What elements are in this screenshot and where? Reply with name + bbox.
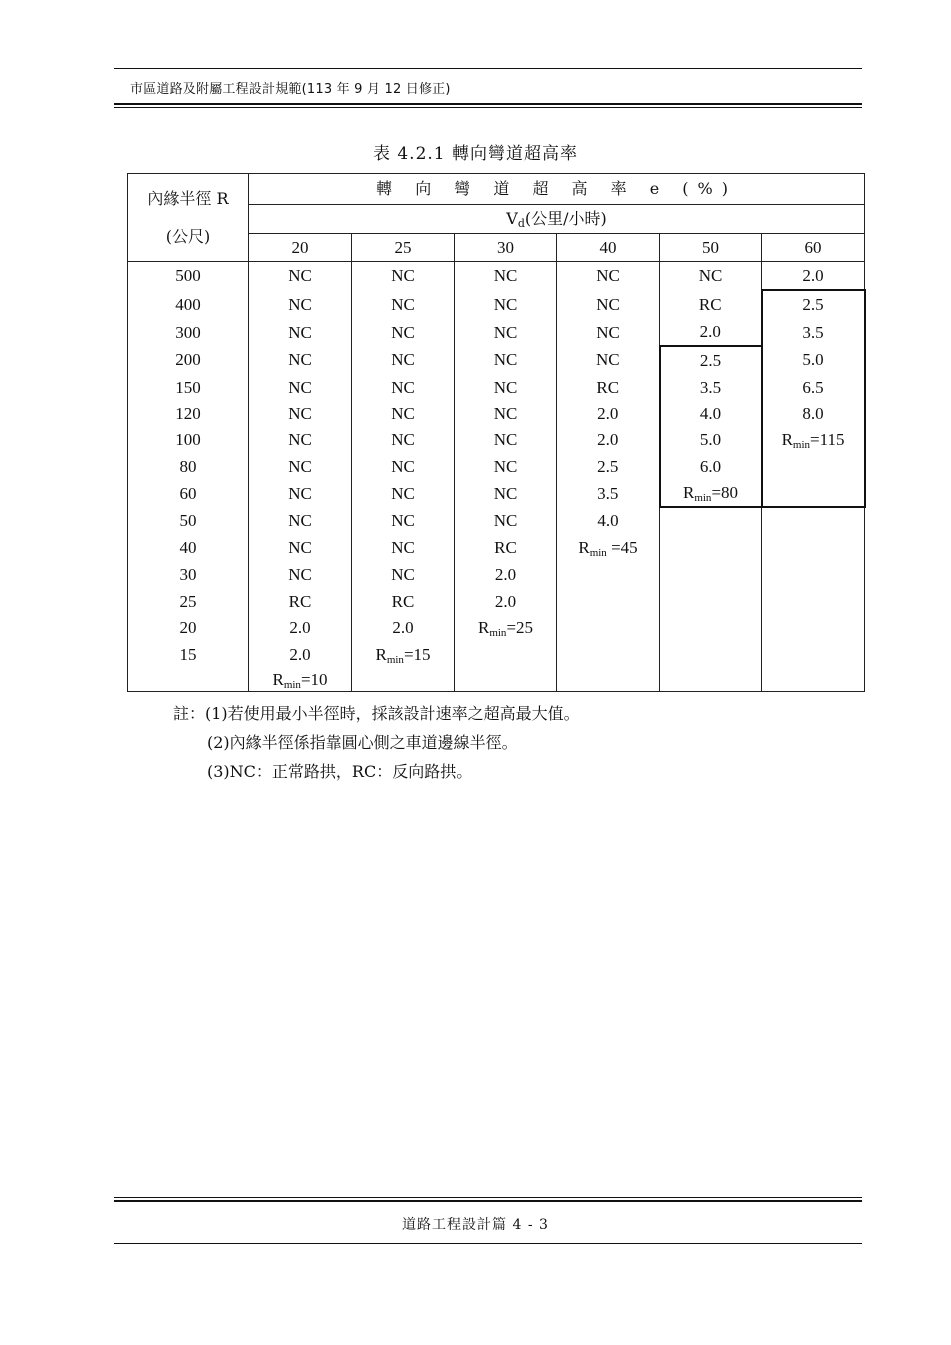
superelevation-cell: 3.5 xyxy=(660,374,762,401)
superelevation-cell: NC xyxy=(557,319,660,346)
rmin-subscript: min xyxy=(489,627,507,639)
rmin-subscript: min xyxy=(694,492,712,504)
superelevation-cell: NC xyxy=(249,507,352,535)
rmin-symbol: R xyxy=(781,430,793,449)
superelevation-cell xyxy=(762,427,865,453)
table-row xyxy=(128,319,865,346)
header-rule xyxy=(114,68,862,69)
superelevation-cell xyxy=(762,453,865,480)
rmin-symbol: R xyxy=(578,538,590,557)
superelevation-cell xyxy=(660,615,762,641)
superelevation-cell xyxy=(762,641,865,668)
table-row xyxy=(128,615,865,641)
superelevation-cell: NC xyxy=(352,507,455,535)
radius-cell: 60 xyxy=(128,480,249,507)
superelevation-cell: 6.5 xyxy=(762,374,865,401)
page-header-title: 市區道路及附屬工程設計規範(113 年 9 月 12 日修正) xyxy=(130,82,451,97)
superelevation-cell: 2.0 xyxy=(455,561,557,588)
superelevation-cell xyxy=(455,668,557,692)
superelevation-cell xyxy=(660,588,762,615)
table-row xyxy=(128,535,865,561)
superelevation-cell: 2.0 xyxy=(455,588,557,615)
superelevation-cell: NC xyxy=(249,346,352,374)
note-1: 註：(1)若使用最小半徑時，採該設計速率之超高最大值。 xyxy=(173,704,580,723)
superelevation-cell: 2.5 xyxy=(762,290,865,319)
footer-double-rule-thick xyxy=(114,1200,862,1202)
rmin-symbol: R xyxy=(375,644,387,664)
superelevation-cell xyxy=(352,668,455,692)
superelevation-cell xyxy=(557,641,660,668)
table-row xyxy=(128,401,865,427)
superelevation-cell xyxy=(762,507,865,535)
header-double-rule-thick xyxy=(114,103,862,105)
note-2: (2)內緣半徑係指靠圓心側之車道邊線半徑。 xyxy=(207,733,518,752)
superelevation-cell: NC xyxy=(352,374,455,401)
table-row xyxy=(128,346,865,374)
radius-cell: 25 xyxy=(128,588,249,615)
superelevation-cell xyxy=(762,480,865,507)
superelevation-cell: 2.0 xyxy=(660,319,762,346)
superelevation-cell: RC xyxy=(249,588,352,615)
rmin-symbol: R xyxy=(272,669,284,689)
superelevation-cell xyxy=(249,668,352,692)
header-double-rule-thin xyxy=(114,107,862,108)
radius-cell: 200 xyxy=(128,346,249,374)
superelevation-cell: NC xyxy=(455,480,557,507)
rmin-symbol: R xyxy=(477,618,490,637)
superelevation-cell: NC xyxy=(352,346,455,374)
superelevation-cell: NC xyxy=(249,561,352,588)
superelevation-cell xyxy=(455,615,557,641)
superelevation-group-header: 轉 向 彎 道 超 高 率 e (%) xyxy=(249,174,865,205)
superelevation-cell xyxy=(660,480,762,507)
superelevation-cell: NC xyxy=(249,427,352,453)
superelevation-cell xyxy=(762,668,865,692)
superelevation-cell: 4.0 xyxy=(660,401,762,427)
superelevation-cell: NC xyxy=(455,346,557,374)
table-row xyxy=(128,480,865,507)
superelevation-cell: NC xyxy=(455,319,557,346)
superelevation-cell: NC xyxy=(249,262,352,290)
superelevation-table xyxy=(127,173,866,692)
superelevation-cell: NC xyxy=(249,535,352,561)
speed-column-header: 30 xyxy=(455,234,557,262)
superelevation-cell: 2.0 xyxy=(352,615,455,641)
superelevation-cell: 2.0 xyxy=(249,615,352,641)
radius-cell: 50 xyxy=(128,507,249,535)
superelevation-cell xyxy=(762,588,865,615)
superelevation-cell: NC xyxy=(660,262,762,290)
superelevation-cell xyxy=(660,535,762,561)
superelevation-cell: 5.0 xyxy=(660,427,762,453)
superelevation-cell xyxy=(660,641,762,668)
superelevation-cell: 3.5 xyxy=(762,319,865,346)
superelevation-cell: NC xyxy=(455,290,557,319)
superelevation-cell: NC xyxy=(352,535,455,561)
speed-column-header: 20 xyxy=(249,234,352,262)
rmin-value: =25 xyxy=(506,618,534,637)
superelevation-cell: NC xyxy=(249,290,352,319)
design-speed-symbol: V xyxy=(506,209,518,228)
table-row xyxy=(128,262,865,290)
superelevation-cell xyxy=(557,561,660,588)
superelevation-cell: NC xyxy=(557,262,660,290)
superelevation-cell: NC xyxy=(557,346,660,374)
superelevation-cell: NC xyxy=(455,401,557,427)
superelevation-cell: 2.0 xyxy=(762,262,865,290)
radius-cell: 20 xyxy=(128,615,249,641)
table-title: 表 4.2.1 轉向彎道超高率 xyxy=(372,144,579,164)
superelevation-cell: NC xyxy=(352,290,455,319)
table-row xyxy=(128,561,865,588)
table-row xyxy=(128,427,865,453)
superelevation-cell: RC xyxy=(660,290,762,319)
superelevation-cell: 2.0 xyxy=(557,401,660,427)
superelevation-cell: 6.0 xyxy=(660,453,762,480)
table-row xyxy=(128,507,865,535)
superelevation-cell xyxy=(762,615,865,641)
radius-cell: 150 xyxy=(128,374,249,401)
superelevation-cell xyxy=(352,641,455,668)
table-row xyxy=(128,668,865,692)
superelevation-cell: NC xyxy=(249,453,352,480)
speed-column-header: 25 xyxy=(352,234,455,262)
radius-cell: 100 xyxy=(128,427,249,453)
rmin-symbol: R xyxy=(682,483,695,502)
superelevation-cell xyxy=(455,641,557,668)
speed-column-header: 50 xyxy=(660,234,762,262)
superelevation-cell: NC xyxy=(455,374,557,401)
rmin-value: =15 xyxy=(403,644,431,664)
table-row xyxy=(128,588,865,615)
table-row xyxy=(128,641,865,668)
superelevation-cell: NC xyxy=(249,401,352,427)
footer-double-rule-thin xyxy=(114,1197,862,1198)
superelevation-cell: NC xyxy=(455,507,557,535)
rmin-value: =80 xyxy=(711,483,739,502)
superelevation-cell: NC xyxy=(352,453,455,480)
radius-cell: 300 xyxy=(128,319,249,346)
radius-cell: 120 xyxy=(128,401,249,427)
page-footer: 道路工程設計篇 4 - 3 xyxy=(402,1217,549,1233)
superelevation-cell xyxy=(660,507,762,535)
radius-header-label: 內緣半徑 R xyxy=(147,188,229,208)
superelevation-cell: 2.0 xyxy=(249,641,352,668)
design-speed-subscript: d xyxy=(517,217,525,230)
radius-cell: 15 xyxy=(128,641,249,668)
superelevation-cell: 8.0 xyxy=(762,401,865,427)
superelevation-cell: NC xyxy=(455,453,557,480)
superelevation-cell: 2.0 xyxy=(557,427,660,453)
rmin-value: =10 xyxy=(300,669,328,689)
speed-column-header: 40 xyxy=(557,234,660,262)
radius-header xyxy=(128,174,249,262)
table-row xyxy=(128,290,865,319)
superelevation-cell: NC xyxy=(352,561,455,588)
superelevation-cell xyxy=(557,588,660,615)
superelevation-cell: NC xyxy=(352,401,455,427)
superelevation-cell: 2.5 xyxy=(557,453,660,480)
speed-column-header: 60 xyxy=(762,234,865,262)
table-row xyxy=(128,374,865,401)
rmin-value: =115 xyxy=(810,430,845,449)
design-speed-unit: (公里/小時) xyxy=(524,209,607,228)
superelevation-cell: NC xyxy=(352,319,455,346)
radius-cell: 80 xyxy=(128,453,249,480)
superelevation-cell xyxy=(557,668,660,692)
superelevation-cell: 4.0 xyxy=(557,507,660,535)
rmin-value: =45 xyxy=(606,538,638,557)
superelevation-cell: NC xyxy=(352,262,455,290)
rmin-subscript: min xyxy=(792,439,811,451)
superelevation-cell: 5.0 xyxy=(762,346,865,374)
superelevation-cell: NC xyxy=(455,262,557,290)
radius-cell xyxy=(128,668,249,692)
superelevation-cell: NC xyxy=(249,480,352,507)
superelevation-cell: NC xyxy=(455,427,557,453)
radius-cell: 500 xyxy=(128,262,249,290)
superelevation-cell: NC xyxy=(352,427,455,453)
superelevation-cell xyxy=(762,561,865,588)
radius-cell: 30 xyxy=(128,561,249,588)
superelevation-cell xyxy=(557,535,660,561)
note-3: (3)NC：正常路拱，RC：反向路拱。 xyxy=(207,762,473,781)
superelevation-cell: NC xyxy=(249,374,352,401)
footer-rule xyxy=(114,1243,862,1244)
rmin-subscript: min xyxy=(589,547,607,559)
superelevation-cell: RC xyxy=(557,374,660,401)
design-speed-header xyxy=(249,205,865,234)
superelevation-cell: 3.5 xyxy=(557,480,660,507)
table-notes xyxy=(173,699,580,786)
rmin-subscript: min xyxy=(283,678,301,691)
radius-cell: 40 xyxy=(128,535,249,561)
superelevation-cell: NC xyxy=(249,319,352,346)
radius-header-unit: (公尺) xyxy=(165,226,211,246)
superelevation-cell xyxy=(660,668,762,692)
table-row xyxy=(128,453,865,480)
superelevation-cell: NC xyxy=(557,290,660,319)
superelevation-cell xyxy=(762,535,865,561)
superelevation-cell: 2.5 xyxy=(660,346,762,374)
superelevation-cell: RC xyxy=(455,535,557,561)
superelevation-cell: RC xyxy=(352,588,455,615)
superelevation-cell xyxy=(660,561,762,588)
superelevation-cell xyxy=(557,615,660,641)
rmin-subscript: min xyxy=(386,653,404,666)
superelevation-cell: NC xyxy=(352,480,455,507)
radius-cell: 400 xyxy=(128,290,249,319)
